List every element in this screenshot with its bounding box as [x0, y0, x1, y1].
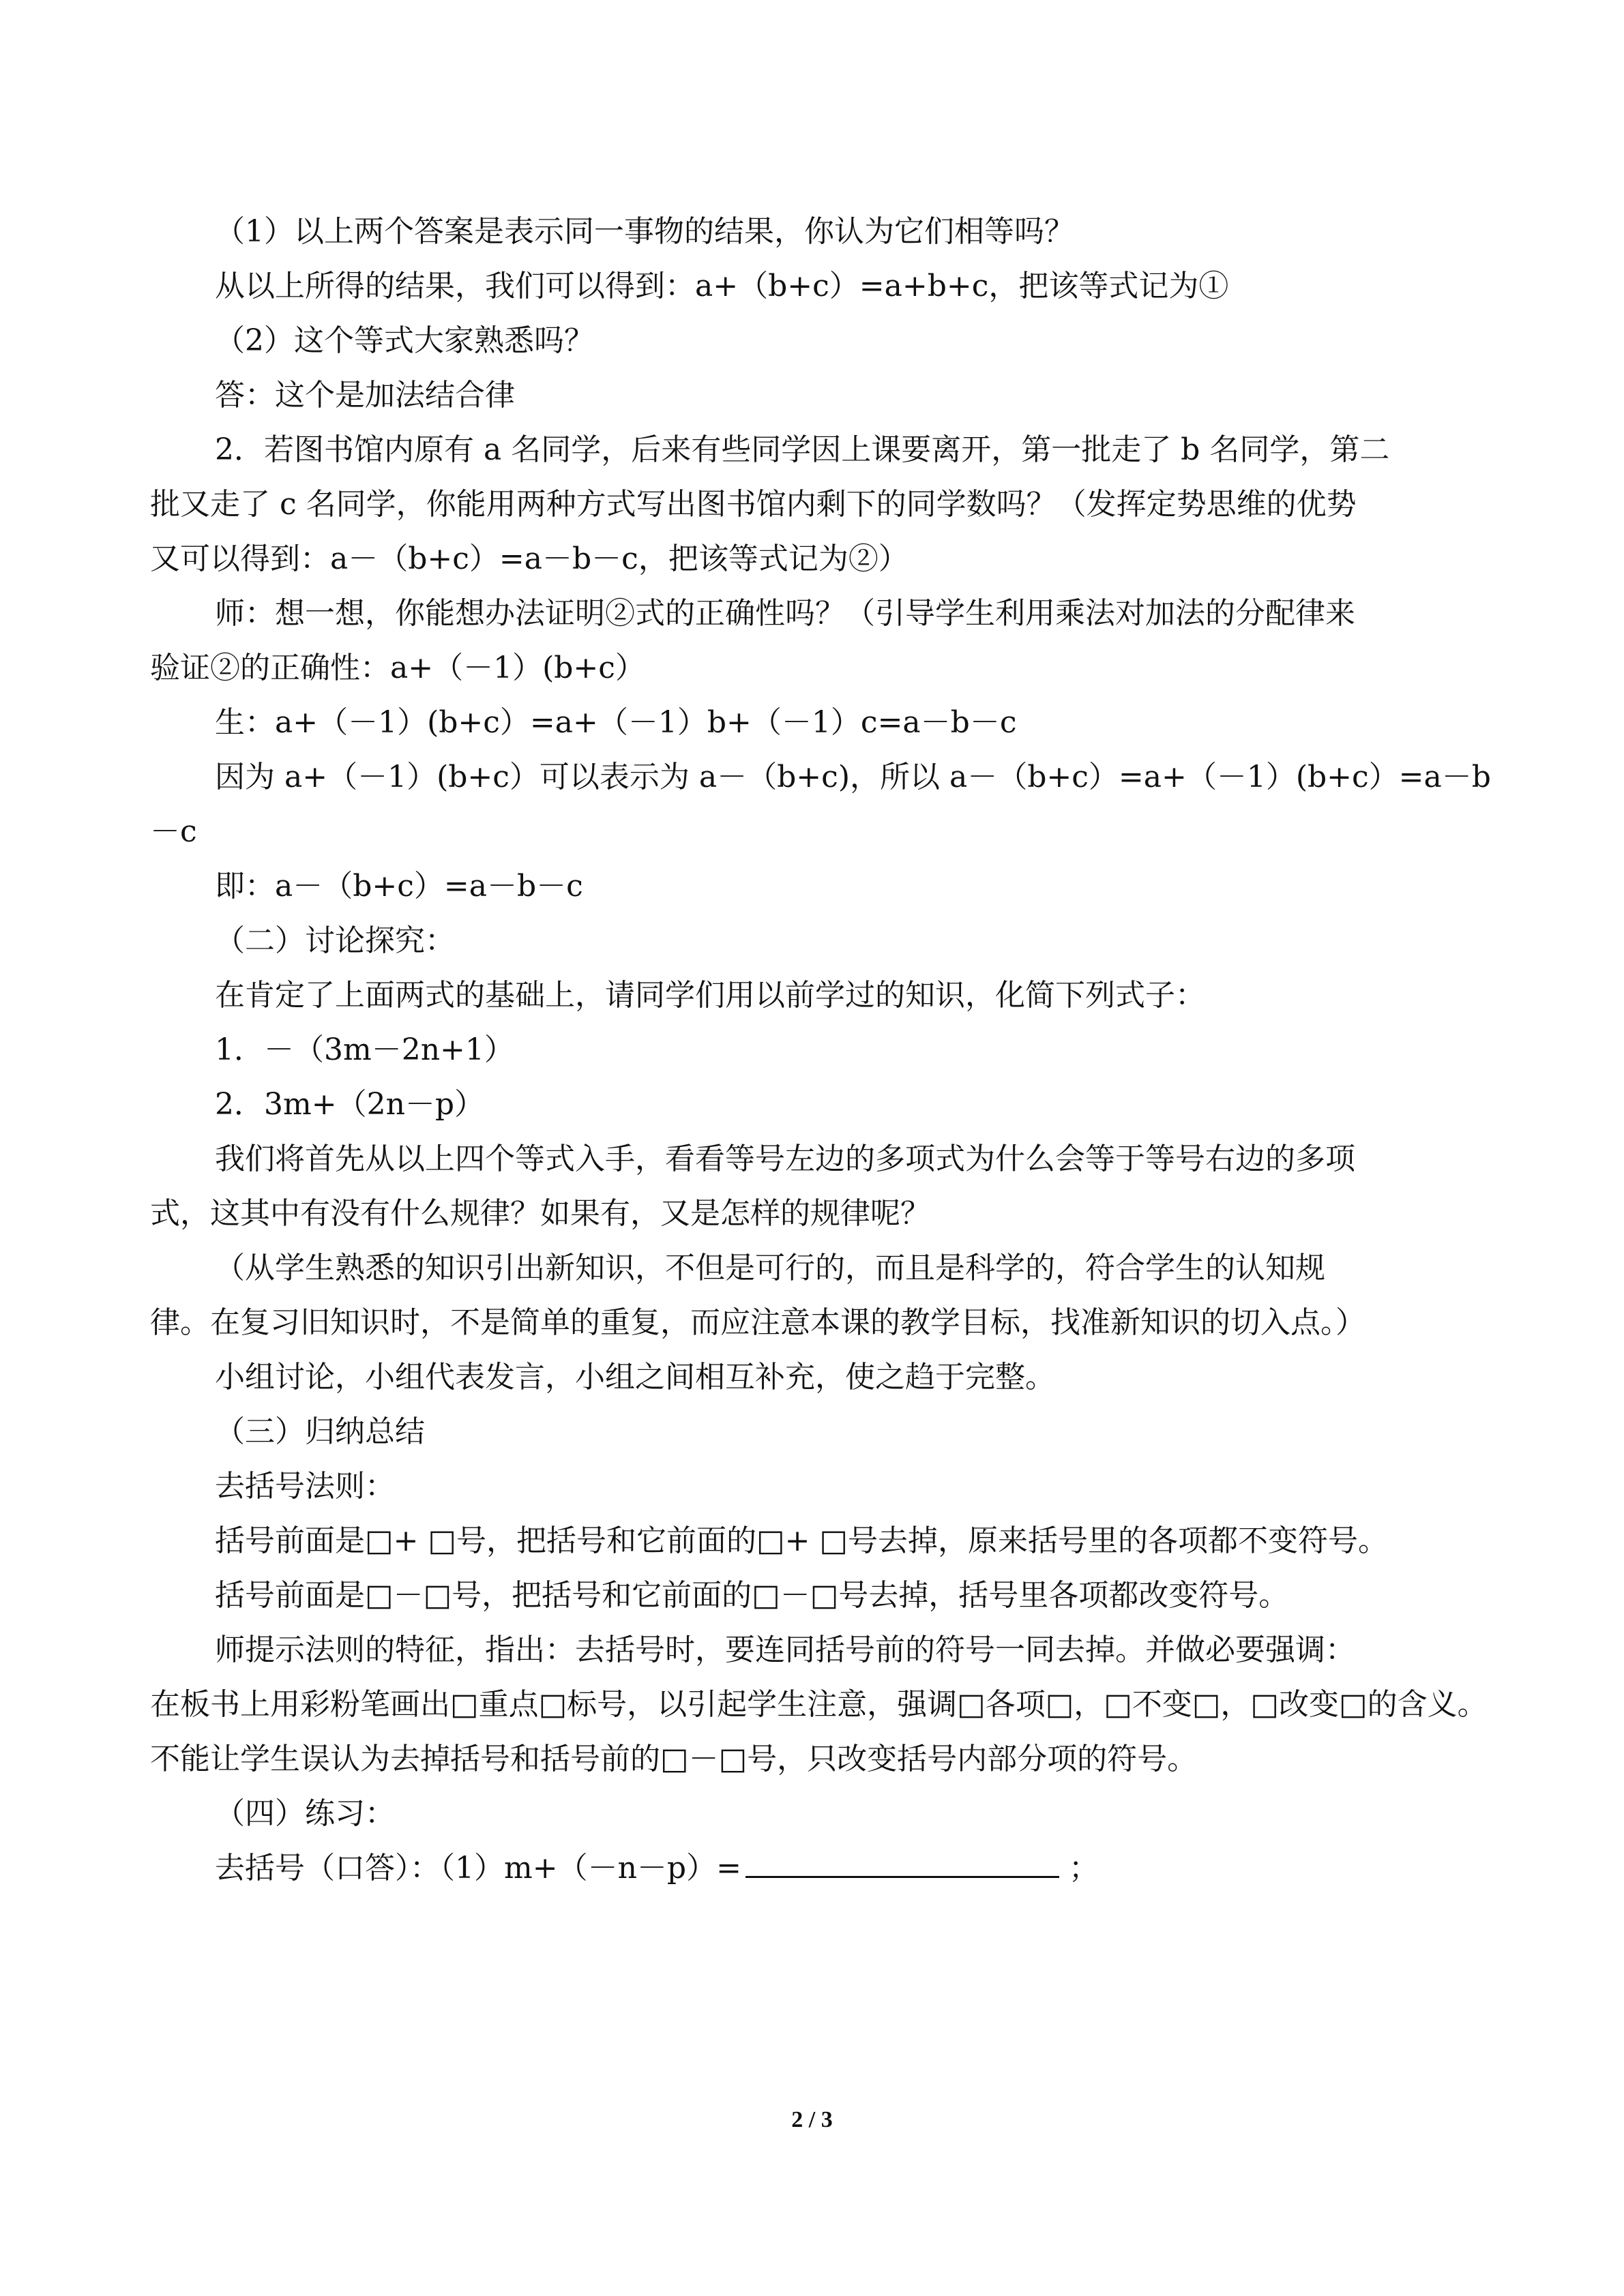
- paragraph-line: 答：这个是加法结合律: [215, 378, 515, 413]
- paragraph-line: 2．3m+（2n－p）: [215, 1087, 485, 1122]
- paragraph-line: 我们将首先从以上四个等式入手，看看等号左边的多项式为什么会等于等号右边的多项: [215, 1142, 1355, 1176]
- paragraph-line: 式，这其中有没有什么规律？如果有，又是怎样的规律呢？: [150, 1196, 930, 1231]
- paragraph-line: 在肯定了上面两式的基础上，请同学们用以前学过的知识，化简下列式子：: [215, 978, 1205, 1013]
- paragraph-line: －c: [150, 814, 197, 849]
- paragraph-line: 师：想一想，你能想办法证明②式的正确性吗？（引导学生利用乘法对加法的分配律来: [215, 596, 1355, 631]
- paragraph-line: 在板书上用彩粉笔画出□重点□标号，以引起学生注意，强调□各项□，□不变□，□改变□的含义。: [150, 1687, 1488, 1722]
- section-heading: （四）练习：: [215, 1796, 395, 1831]
- paragraph-line: 律。在复习旧知识时，不是简单的重复，而应注意本课的教学目标，找准新知识的切入点。）: [150, 1305, 1365, 1340]
- answer-blank[interactable]: [745, 1846, 1059, 1878]
- paragraph-line: （从学生熟悉的知识引出新知识，不但是可行的，而且是科学的，符合学生的认知规: [215, 1251, 1325, 1285]
- section-heading: （三）归纳总结: [215, 1414, 425, 1449]
- section-heading: （二）讨论探究：: [215, 923, 455, 958]
- paragraph-line: 又可以得到：a－（b+c）=a－b－c，把该等式记为②）: [150, 541, 909, 576]
- paragraph-line: 去括号法则：: [215, 1469, 395, 1504]
- paragraph-line: 即：a－（b+c）=a－b－c: [215, 869, 583, 904]
- paragraph-line: 2．若图书馆内原有 a 名同学，后来有些同学因上课要离开，第一批走了 b 名同学，第二: [215, 432, 1390, 467]
- page-number: 2 / 3: [791, 2107, 833, 2132]
- paragraph-line: 括号前面是□－□号，把括号和它前面的□－□号去掉，括号里各项都改变符号。: [215, 1578, 1289, 1613]
- paragraph-line: 因为 a+（－1）(b+c）可以表示为 a－（b+c)，所以 a－（b+c）=a+（－1）(b+c）=a－b: [215, 760, 1491, 794]
- exercise-suffix: ；: [1068, 1851, 1099, 1885]
- paragraph-line: 小组讨论，小组代表发言，小组之间相互补充，使之趋于完整。: [215, 1360, 1055, 1395]
- paragraph-line: 验证②的正确性：a+（－1）(b+c）: [150, 651, 645, 685]
- paragraph-line: 括号前面是□+ □号，把括号和它前面的□+ □号去掉，原来括号里的各项都不变符号。: [215, 1523, 1388, 1558]
- paragraph-line: 不能让学生误认为去掉括号和括号前的□－□号，只改变括号内部分项的符号。: [150, 1742, 1198, 1776]
- paragraph-line: （2）这个等式大家熟悉吗？: [215, 323, 594, 358]
- exercise-prompt: 去括号（口答）：（1）m+（－n－p）=: [215, 1851, 741, 1885]
- paragraph-line: 1．－（3m－2n+1）: [215, 1032, 514, 1067]
- document-body: [150, 205, 1491, 1896]
- paragraph-line: 批又走了 c 名同学，你能用两种方式写出图书馆内剩下的同学数吗？（发挥定势思维的优势: [150, 487, 1357, 522]
- paragraph-line: 师提示法则的特征，指出：去括号时，要连同括号前的符号一同去掉。并做必要强调：: [215, 1632, 1355, 1667]
- exercise-line: [215, 1841, 1490, 1896]
- paragraph-line: 生：a+（－1）(b+c）=a+（－1）b+（－1）c=a－b－c: [215, 705, 1017, 740]
- paragraph-line: 从以上所得的结果，我们可以得到：a+（b+c）=a+b+c，把该等式记为①: [215, 269, 1229, 303]
- paragraph-line: （1）以上两个答案是表示同一事物的结果，你认为它们相等吗？: [215, 214, 1074, 249]
